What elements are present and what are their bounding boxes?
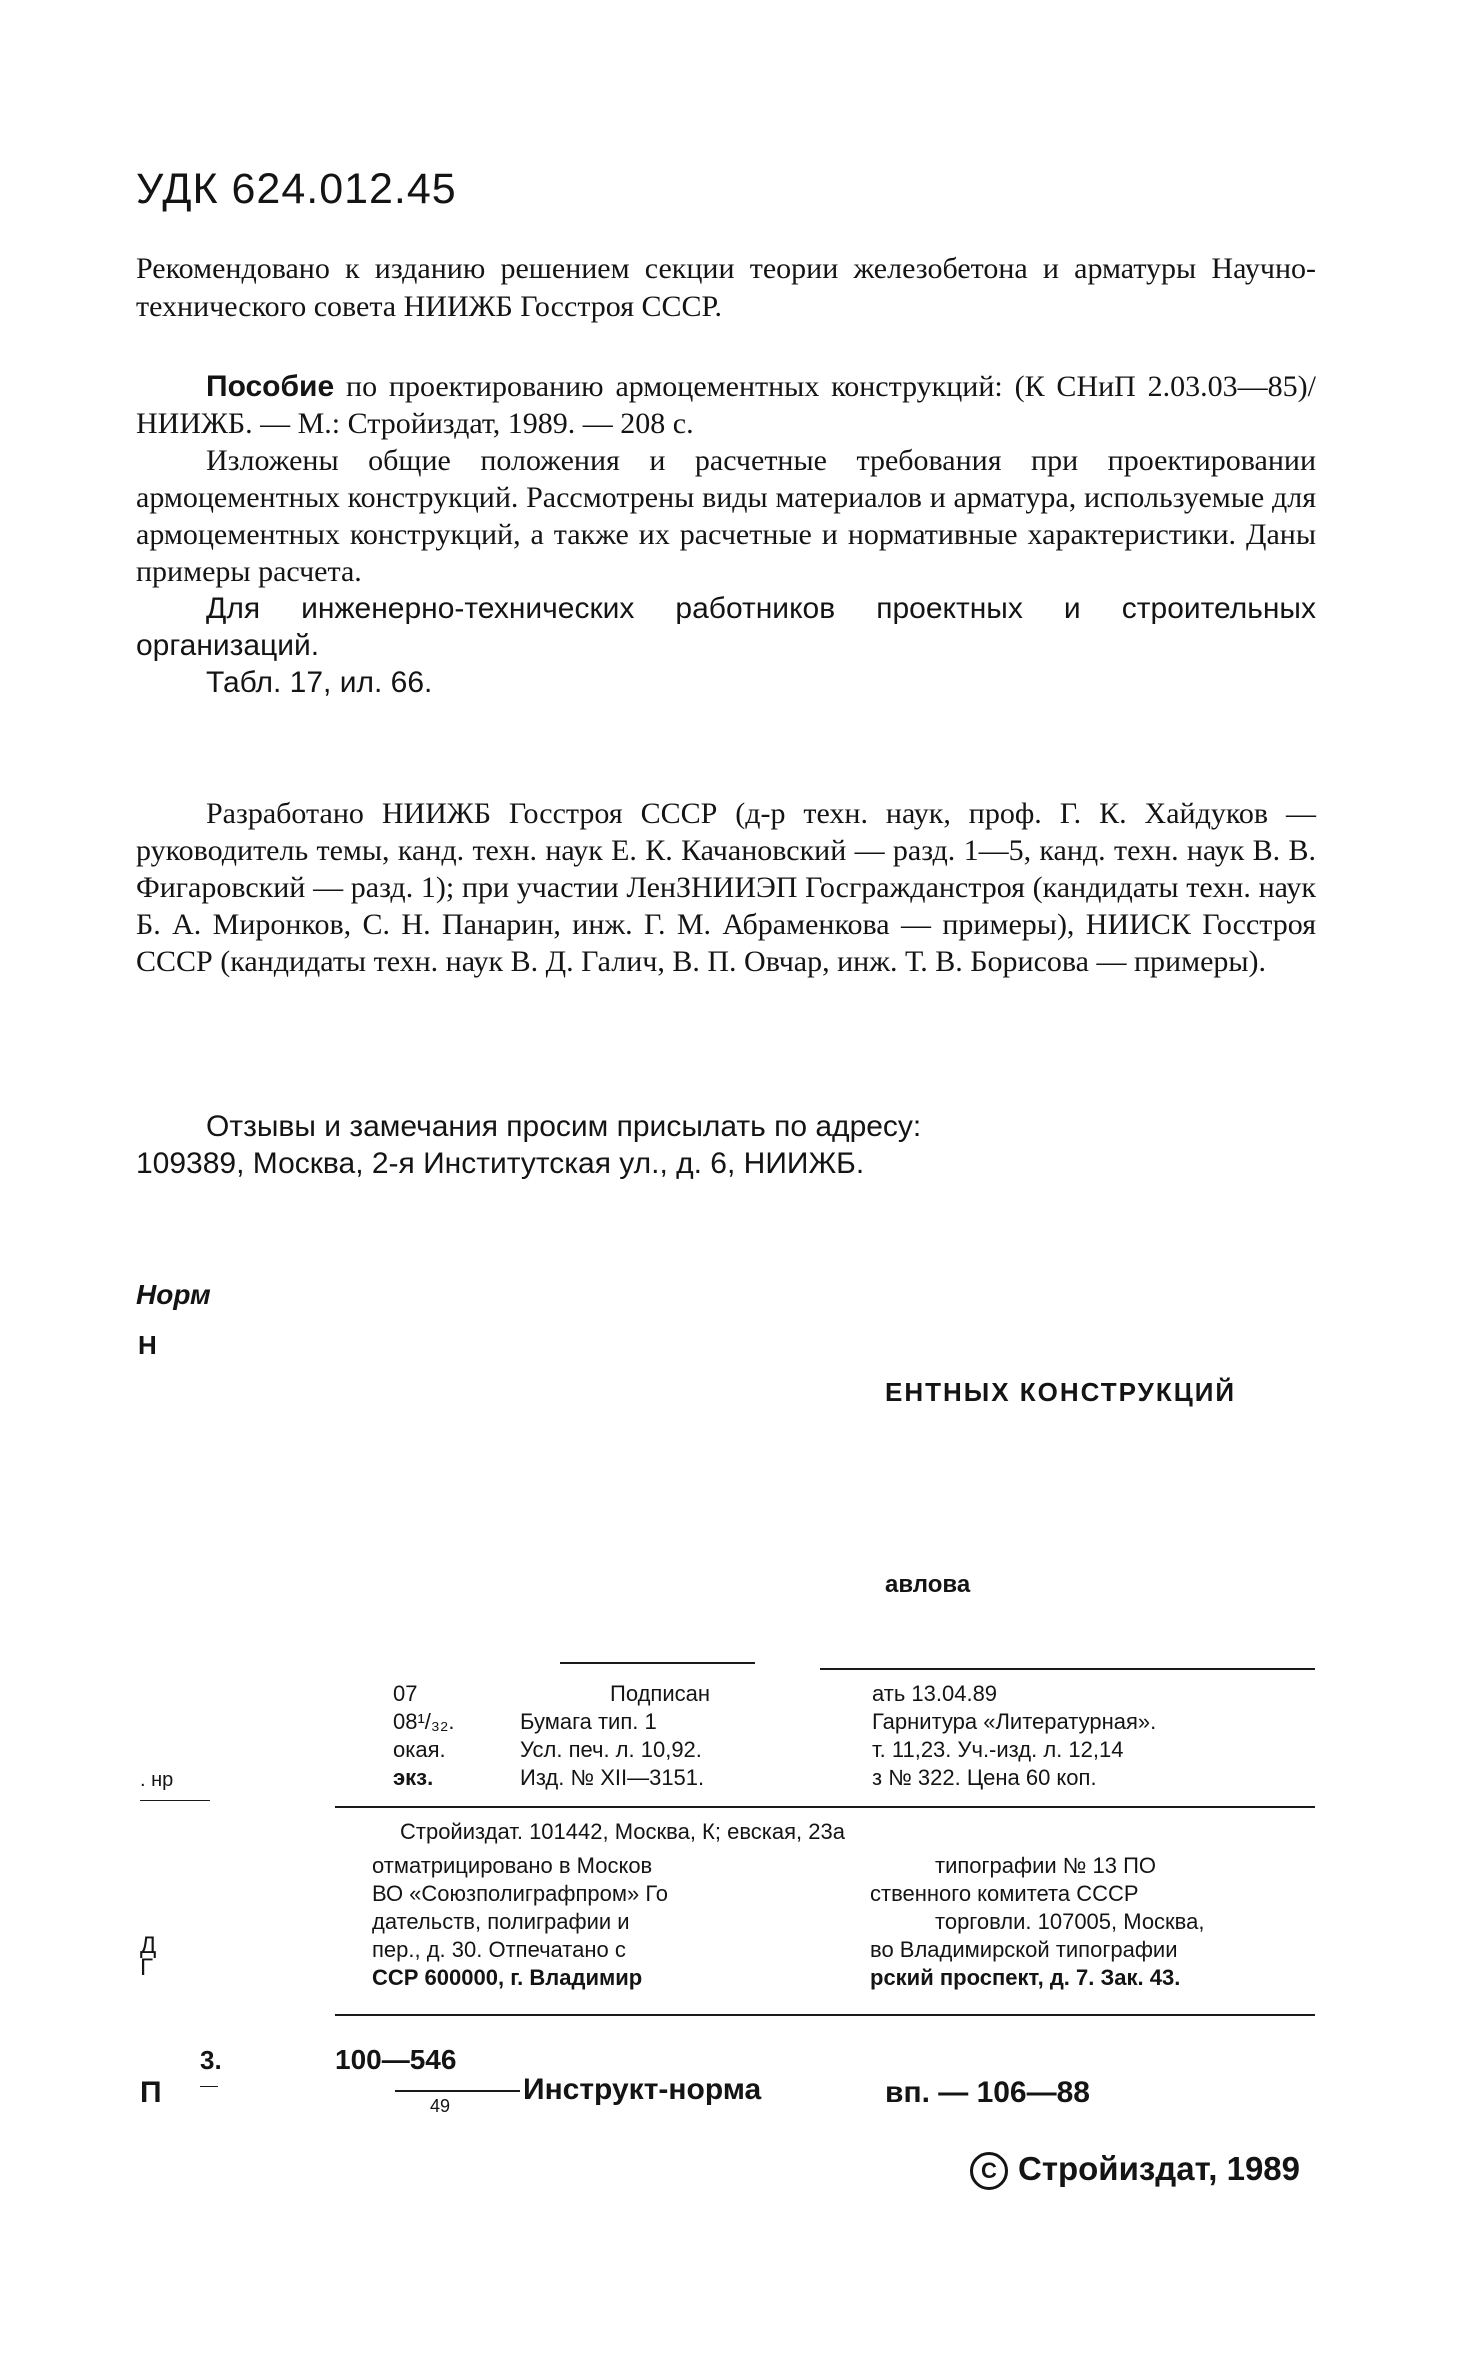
bottom-dash-short — [200, 2086, 218, 2087]
imprint-c3-l2: Гарнитура «Литературная». — [872, 1709, 1157, 1734]
authors-text: Разработано НИИЖБ Госстроя СССР (д-р техн. наук, проф. Г. К. Хайдуков — руководитель темы, канд. техн. наук Е. К. Качановский — разд. 1—5, канд. техн. наук В. В. Фигаровский — разд. 1); при участии ЛенЗНИИЭП Госгражданстроя (кандидаты техн. наук Б. А. Миронков, С. Н. Панарин, инж. Г. М. Абраменкова — примеры), НИИСК Госстроя СССР (кандидаты техн. наук В. Д. Галич, В. П. Овчар, инж. Т. В. Борисова — примеры). — [136, 797, 1316, 978]
abstract-title-rest: по проектированию армоцементных конструкций: (К СНиП 2.03.03—85)/НИИЖБ. — М.: Стройиздат, 1989. — 208 с. — [136, 370, 1316, 440]
printer-side-1: Д — [140, 1932, 157, 1959]
imprint-c2-l1: Подписан — [610, 1681, 710, 1706]
recommendation-text: Рекомендовано к изданию решением секции теории железобетона и арматуры Научно-технического совета НИИЖБ Госстроя СССР. — [136, 252, 1316, 323]
imprint-c2-l3: Усл. печ. л. 10,92. — [520, 1737, 702, 1762]
printer-r2: ственного комитета СССР — [870, 1881, 1139, 1906]
fragment-norm: Норм — [136, 1279, 211, 1310]
bottom-year-code: вп. — 106—88 — [885, 2076, 1090, 2109]
bottom-fraction-denominator: 49 — [430, 2096, 451, 2116]
imprint-c1-l1: 07 — [393, 1681, 418, 1706]
feedback-block — [136, 1108, 1316, 1182]
printer-l5: ССР 600000, г. Владимир — [372, 1965, 643, 1990]
printer-r1: типографии № 13 ПО — [935, 1853, 1157, 1878]
printer-r3: торговли. 107005, Москва, — [935, 1909, 1205, 1934]
bottom-three: 3. — [200, 2045, 222, 2075]
printer-col-left — [372, 1852, 668, 1992]
imprint-c1-l3: окая. — [393, 1737, 446, 1762]
imprint-col-1 — [393, 1680, 455, 1792]
printer-r4: во Владимирской типографии — [870, 1937, 1178, 1962]
imprint-rule-left-short — [140, 1800, 210, 1801]
printer-l3: дательств, полиграфии и — [372, 1909, 630, 1934]
printer-side-fragment — [140, 1932, 156, 1982]
abstract-title: Пособие — [206, 370, 335, 403]
imprint-col-3 — [872, 1680, 1156, 1792]
imprint-c2-l4: Изд. № XII—3151. — [520, 1765, 705, 1790]
authors-block — [136, 795, 1316, 980]
copyright-text: Стройиздат, 1989 — [1018, 2150, 1301, 2187]
printer-l4: пер., д. 30. Отпечатано с — [372, 1937, 626, 1962]
imprint-c2-l2: Бумага тип. 1 — [520, 1709, 657, 1734]
feedback-line-1: Отзывы и замечания просим присылать по адресу: — [206, 1110, 922, 1143]
printer-col-right — [870, 1852, 1204, 1992]
imprint-left-fragment: . нр — [140, 1769, 174, 1791]
copyright-line — [970, 2150, 1300, 2190]
printer-rule-bottom — [335, 2014, 1315, 2016]
imprint-c1-l4: экз. — [393, 1765, 434, 1790]
imprint-rule-top-left — [560, 1662, 755, 1664]
printer-l1: отматрицировано в Москов — [372, 1853, 653, 1878]
fragment-n: Н — [138, 1330, 157, 1360]
copyright-icon: C — [970, 2152, 1008, 2190]
abstract-summary: Изложены общие положения и расчетные требования при проектировании армоцементных конструкций. Рассмотрены виды материалов и арматура, используемые для армоцементных конструкций, а также их расчетные и нормативные характеристики. Даны примеры расчета. — [136, 444, 1316, 588]
abstract-bibliography — [136, 368, 1316, 442]
abstract-tables: Табл. 17, ил. 66. — [206, 666, 433, 699]
printer-r5: рский проспект, д. 7. Зак. 43. — [870, 1965, 1181, 1990]
imprint-col-2 — [520, 1680, 710, 1792]
imprint-c1-l2: 08¹/₃₂. — [393, 1709, 455, 1734]
feedback-line-2: 109389, Москва, 2-я Институтская ул., д. 6, НИИЖБ. — [136, 1147, 865, 1180]
imprint-c3-l3: т. 11,23. Уч.-изд. л. 12,14 — [872, 1737, 1124, 1762]
bottom-letter-p: П — [140, 2076, 162, 2109]
fragment-ent: ЕНТНЫХ КОНСТРУКЦИЙ — [885, 1377, 1237, 1407]
bottom-fraction-bar — [395, 2090, 520, 2092]
printer-side-2: Г — [140, 1954, 153, 1981]
udk-code: УДК 624.012.45 — [136, 165, 457, 213]
imprint-rule-top-right — [820, 1668, 1315, 1670]
bottom-instruct: Инструкт-норма — [523, 2073, 762, 2106]
fragment-avlova: авлова — [885, 1571, 971, 1598]
abstract-block — [136, 368, 1316, 701]
abstract-audience: Для инженерно-технических работников проектных и строительных организаций. — [136, 592, 1316, 662]
printer-l2: ВО «Союзполиграфпром» Го — [372, 1881, 669, 1906]
imprint-c3-l1: ать 13.04.89 — [872, 1681, 998, 1706]
imprint-c3-l4: з № 322. Цена 60 коп. — [872, 1765, 1097, 1790]
printer-top-line: Стройиздат. 101442, Москва, К; евская, 23а — [400, 1819, 845, 1844]
bottom-number: 100—546 — [335, 2044, 457, 2075]
imprint-rule-middle — [335, 1806, 1315, 1808]
